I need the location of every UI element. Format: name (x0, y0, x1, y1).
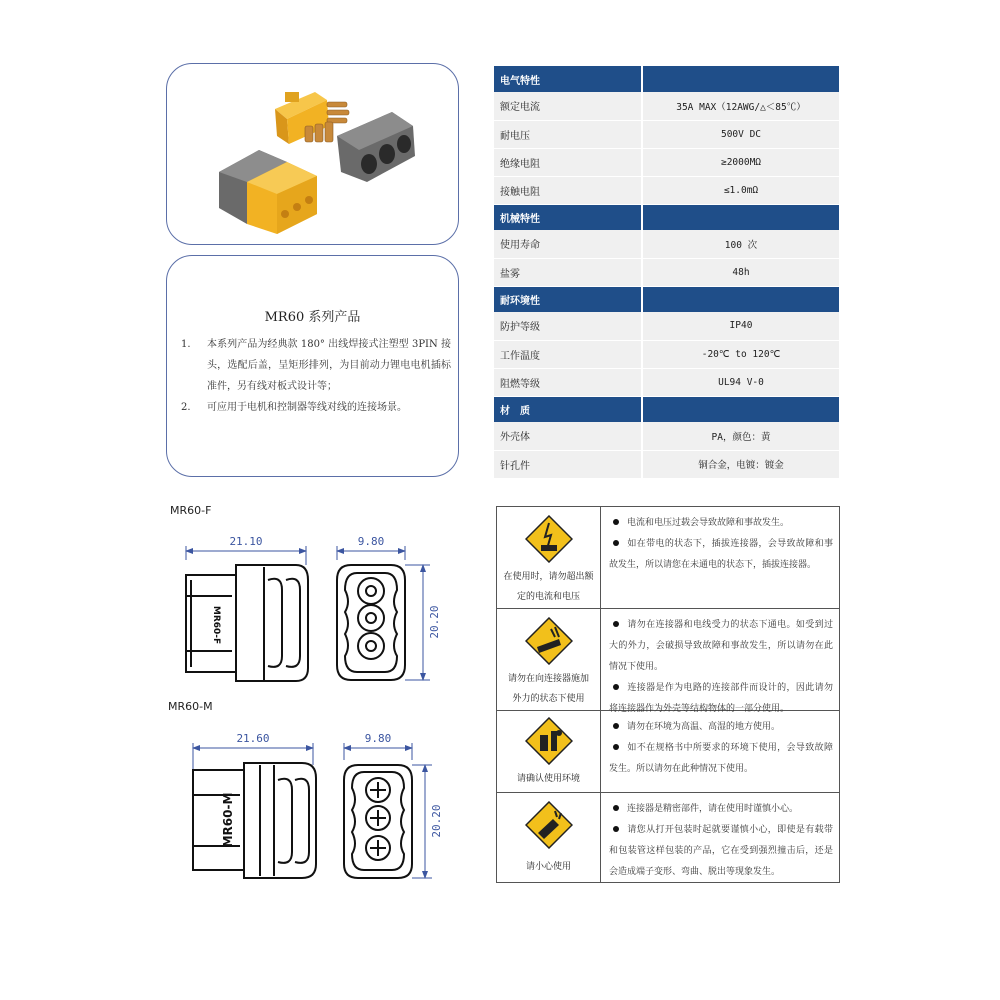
section-title: 材 质 (494, 396, 642, 422)
spec-value: IP40 (642, 312, 839, 340)
bullet-icon (613, 805, 619, 811)
caution-caption: 请确认使用环境 (516, 774, 580, 784)
drawing-label-f: MR60-F (170, 504, 212, 517)
product-photo (167, 64, 459, 245)
spec-key: 阻燃等级 (494, 368, 642, 396)
spec-row (494, 368, 839, 396)
mr60-f-width: 9.80 (357, 535, 385, 548)
spec-value: ≤1.0mΩ (642, 176, 839, 204)
spec-value: ≥2000MΩ (642, 148, 839, 176)
caution-caption: 外力的状态下使用 (512, 694, 585, 704)
section-header (494, 286, 839, 312)
caution-item: 请勿在环境为高温、高湿的地方使用。 (609, 717, 833, 738)
drawing-label-m: MR60-M (168, 700, 213, 713)
spec-key: 外壳体 (494, 422, 642, 450)
section-header (494, 204, 839, 230)
caution-table (496, 506, 840, 883)
female-connector-image (219, 150, 317, 234)
caution-item: 如在带电的状态下，插拔连接器，会导致故障和事故发生，所以请您在未通电的状态下，插拔连接器。 (609, 539, 833, 570)
product-photo-card (166, 63, 459, 245)
spec-row (494, 340, 839, 368)
mr60-m-end-view (344, 743, 432, 878)
mr60-m-marking: MR60-M (221, 792, 235, 848)
mr60-m-side-view (193, 743, 316, 878)
mr60-f-side-view (186, 546, 308, 681)
spec-row (494, 422, 839, 450)
caution-row (497, 711, 839, 793)
spec-key: 耐电压 (494, 120, 642, 148)
spec-row (494, 176, 839, 204)
point-text: 可应用于电机和控制器等线对线的连接场景。 (207, 402, 407, 413)
spec-row (494, 312, 839, 340)
product-point (181, 334, 451, 397)
spec-value: 35A MAX（12AWG/△＜85℃） (642, 92, 839, 120)
spec-row (494, 230, 839, 258)
spec-key: 工作温度 (494, 340, 642, 368)
caution-row (497, 793, 839, 882)
point-text: 本系列产品为经典款 180° 出线焊接式注塑型 3PIN 接头，选配后盖，呈矩形排列，为目前动力锂电电机插标准件，另有线对板式设计等； (207, 339, 451, 392)
spec-key: 使用寿命 (494, 230, 642, 258)
spec-value: 48h (642, 258, 839, 286)
product-point (181, 397, 451, 418)
spec-key: 防护等级 (494, 312, 642, 340)
bullet-icon (613, 519, 619, 525)
section-header (494, 66, 839, 92)
bullet-icon (613, 621, 619, 627)
mr60-m-height: 20.20 (430, 804, 443, 838)
rear-cap-image (337, 112, 415, 182)
mr60-m-length: 21.60 (236, 732, 270, 745)
external-force-warning-icon (525, 617, 573, 665)
handle-with-care-icon (525, 801, 573, 849)
caution-caption: 在使用时，请勿超出额 (503, 572, 594, 582)
bullet-icon (613, 826, 619, 832)
mr60-m-width: 9.80 (364, 732, 392, 745)
product-title: MR60 系列产品 (264, 310, 361, 325)
spec-key: 绝缘电阻 (494, 148, 642, 176)
spec-key: 盐雾 (494, 258, 642, 286)
environment-warning-icon (525, 717, 573, 765)
overload-warning-icon (525, 515, 573, 563)
spec-key: 接触电阻 (494, 176, 642, 204)
spec-row (494, 92, 839, 120)
caution-item: 请您从打开包装时起就要谨慎小心，即使是有载带和包装管这样包装的产品，它在受到强烈撞击后，还是会造成端子变形、弯曲、脱出等现象发生。 (609, 825, 833, 877)
spec-value: UL94 V-0 (642, 368, 839, 396)
spec-row (494, 258, 839, 286)
section-title: 电气特性 (494, 66, 642, 92)
spec-key: 额定电流 (494, 92, 642, 120)
spec-value: -20℃ to 120℃ (642, 340, 839, 368)
spec-key: 针孔件 (494, 450, 642, 478)
caution-caption: 请勿在向连接器施加 (507, 674, 589, 684)
bullet-icon (613, 540, 619, 546)
section-title: 耐环境性 (494, 286, 642, 312)
spec-table (494, 66, 839, 479)
caution-item: 连接器是作为电路的连接部件而设计的，因此请勿将连接器作为外壳等结构物体的一部分使用。 (609, 683, 833, 714)
caution-caption: 定的电流和电压 (516, 592, 580, 602)
mr60-f-height: 20.20 (428, 605, 441, 639)
caution-item: 如不在规格书中所要求的环境下使用，会导致故障发生。所以请勿在此种情况下使用。 (609, 743, 833, 774)
bullet-icon (613, 723, 619, 729)
caution-row (497, 609, 839, 714)
bullet-icon (613, 744, 619, 750)
caution-caption: 请小心使用 (525, 862, 571, 872)
caution-item: 连接器是精密部件，请在使用时谨慎小心。 (609, 799, 833, 820)
caution-item: 请勿在连接器和电线受力的状态下通电。如受到过大的外力，会破损导致故障和事故发生，所以请勿在此情况下使用。 (609, 620, 833, 672)
spec-row (494, 148, 839, 176)
spec-value: 500V DC (642, 120, 839, 148)
mr60-f-length: 21.10 (229, 535, 263, 548)
point-number: 1. (181, 339, 191, 350)
mr60-f-end-view (337, 546, 430, 680)
spec-value: 100 次 (642, 230, 839, 258)
spec-row (494, 120, 839, 148)
section-header (494, 396, 839, 422)
mr60-f-marking: MR60-F (211, 605, 221, 645)
spec-value: PA，颜色：黄 (642, 422, 839, 450)
point-number: 2. (181, 402, 191, 413)
product-description-card (166, 255, 459, 477)
bullet-icon (613, 684, 619, 690)
product-points (181, 334, 451, 418)
caution-item: 电流和电压过载会导致故障和事故发生。 (609, 513, 833, 534)
spec-value: 铜合金，电镀：镀金 (642, 450, 839, 478)
section-title: 机械特性 (494, 204, 642, 230)
spec-row (494, 450, 839, 478)
caution-row (497, 507, 839, 609)
